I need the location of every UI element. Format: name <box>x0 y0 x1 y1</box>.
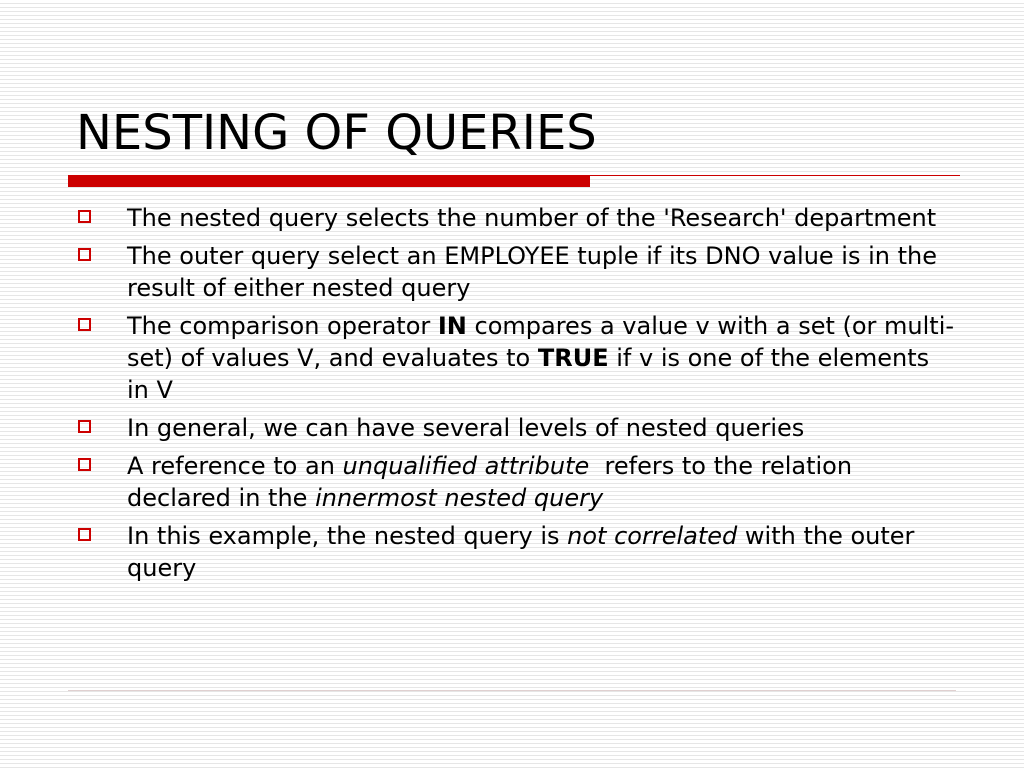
hollow-square-icon <box>78 420 91 433</box>
slide-title: NESTING OF QUERIES <box>76 105 597 161</box>
hollow-square-icon <box>78 458 91 471</box>
hollow-square-icon <box>78 528 91 541</box>
bullet-text-part: refers to the relation declared in the <box>127 452 860 512</box>
bullet-text-part: The comparison operator <box>127 312 438 340</box>
bullet-text-part: A reference to an <box>127 452 343 480</box>
bullet-text <box>127 242 937 302</box>
bullet-text-bold: TRUE <box>537 344 609 372</box>
bullet-text-italic: not correlated <box>567 522 738 550</box>
footer-divider <box>68 690 956 691</box>
hollow-square-icon <box>78 318 91 331</box>
bullet-text-part: with the outer query <box>127 522 915 582</box>
bullet-text-part: compares a value v with a set (or multi-set) of values V, and evaluates to <box>127 312 955 372</box>
bullet-text-part: In this example, the nested query is <box>127 522 568 550</box>
bullet-text <box>127 204 936 232</box>
bullet-item <box>76 240 956 304</box>
bullet-text <box>127 414 804 442</box>
bullet-item <box>76 520 956 584</box>
bullet-text-italic: unqualified attribute <box>342 452 590 480</box>
bullet-text-part: In general, we can have several levels of nested queries <box>127 414 805 442</box>
bullet-text-italic: innermost nested query <box>315 484 604 512</box>
bullet-item <box>76 310 956 406</box>
bullet-item <box>76 202 956 234</box>
bullet-text <box>127 522 914 582</box>
title-underline-thin <box>590 175 960 176</box>
bullet-text-part: The outer query select an EMPLOYEE tuple if its DNO value is in the result of either nested query <box>127 242 937 302</box>
bullet-text-part: The nested query selects the number of the 'Research' department <box>127 204 937 232</box>
bullet-text-bold: IN <box>437 312 467 340</box>
bullet-item <box>76 412 956 444</box>
title-underline-thick <box>68 175 590 187</box>
bullet-item <box>76 450 956 514</box>
bullet-text <box>127 312 954 404</box>
hollow-square-icon <box>78 248 91 261</box>
hollow-square-icon <box>78 210 91 223</box>
bullet-text <box>127 452 860 512</box>
bullet-list <box>76 202 956 590</box>
bullet-text-part: if v is one of the elements in V <box>127 344 930 404</box>
